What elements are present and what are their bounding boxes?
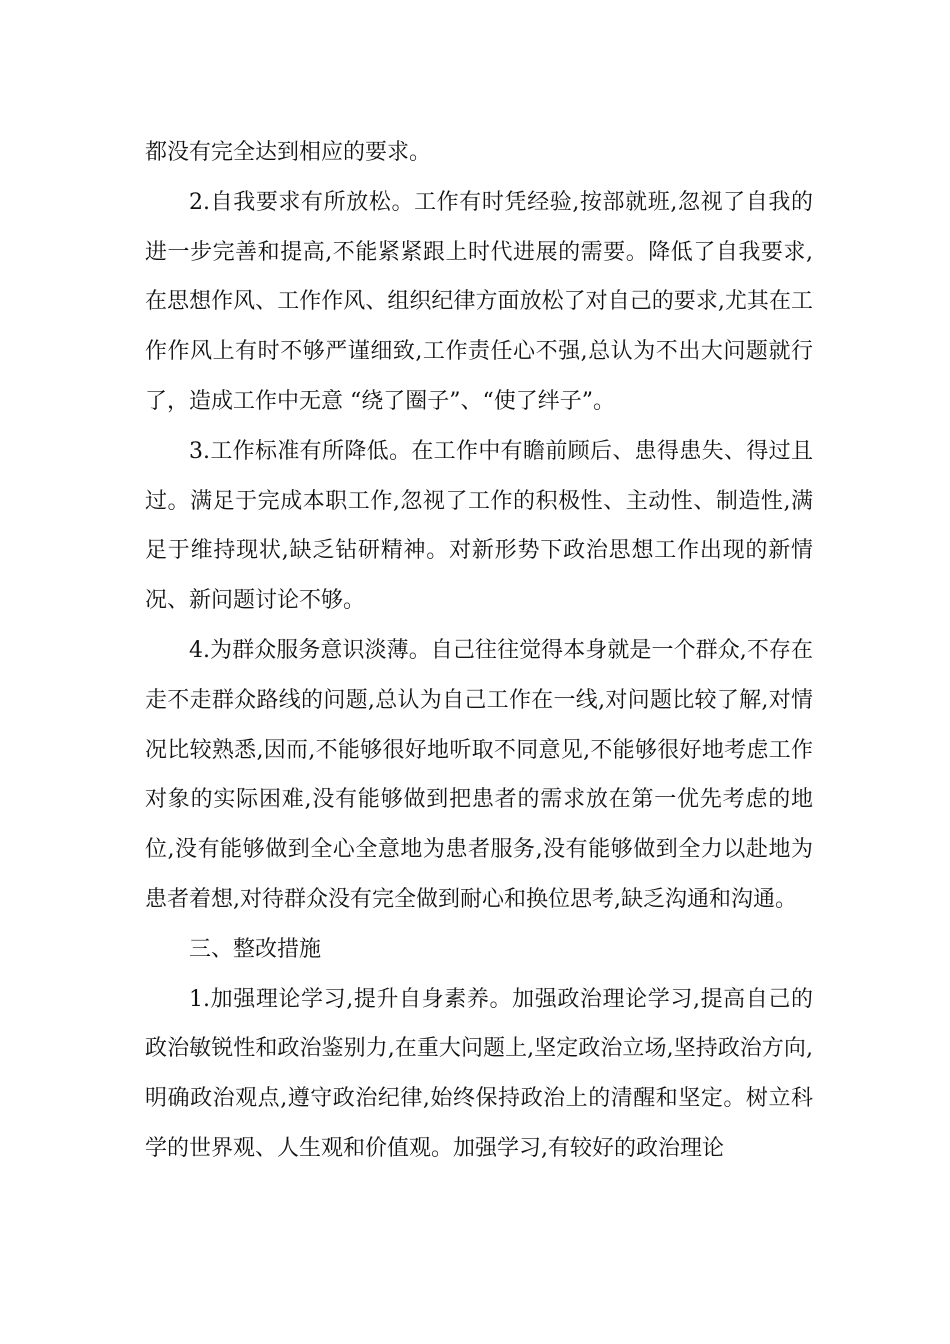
paragraph-item-3: 3.工作标准有所降低。在工作中有瞻前顾后、患得患失、得过且过。满足于完成本职工作,忽视了工作的积极性、主动性、制造性,满足于维持现状,缺乏钻研精神。对新形势下政治思想工作出现的新情况、新问题讨论不够。 <box>145 438 813 614</box>
section-heading: 三、整改措施 <box>189 936 322 962</box>
paragraph-measure-1: 1.加强理论学习,提升自身素养。加强政治理论学习,提高自己的政治敏锐性和政治鉴别力,在重大问题上,坚定政治立场,坚持政治方向,明确政治观点,遵守政治纪律,始终保持政治上的清醒和坚定。树立科学的世界观、人生观和价值观。加强学习,有较好的政治理论 <box>145 986 813 1161</box>
paragraph-item-4: 4.为群众服务意识淡薄。自己往往觉得本身就是一个群众,不存在走不走群众路线的问题,总认为自己工作在一线,对问题比较了解,对情况比较熟悉,因而,不能够很好地听取不同意见,不能够很好地考虑工作对象的实际困难,没有能够做到把患者的需求放在第一优先考虑的地位,没有能够做到全心全意地为患者服务,没有能够做到全力以赴地为患者着想,对待群众没有完全做到耐心和换位思考,缺乏沟通和沟通。 <box>145 637 813 912</box>
paragraph-continuation: 都没有完全达到相应的要求。 <box>145 140 432 165</box>
document-body <box>145 128 813 1174</box>
paragraph-item-2: 2.自我要求有所放松。工作有时凭经验,按部就班,忽视了自我的进一步完善和提高,不能紧紧跟上时代进展的需要。降低了自我要求,在思想作风、工作作风、组织纪律方面放松了对自己的要求,尤其在工作作风上有时不够严谨细致,工作责任心不强,总认为不出大问题就行了，造成工作中无意 “绕了圈子”、“使了绊子”。 <box>145 189 813 414</box>
